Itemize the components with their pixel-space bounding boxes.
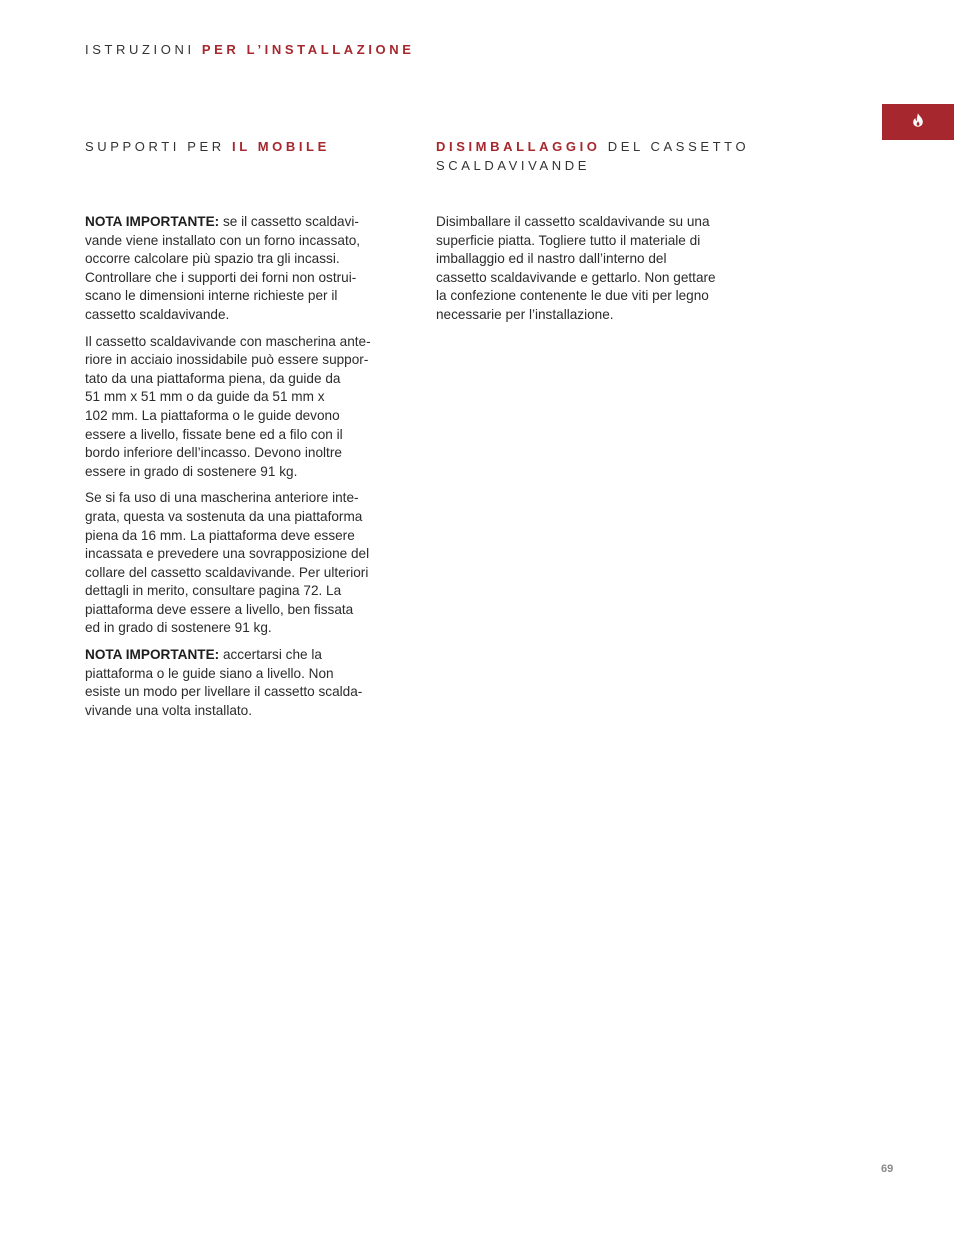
text-line: dettagli in merito, consultare pagina 72. La [85,583,342,599]
section-heading-disimballaggio [436,137,756,213]
text-line: occorre calcolare più spazio tra gli incassi. [85,251,340,267]
text-line: imballaggio ed il nastro dall’interno del [436,251,667,267]
running-header-prefix: ISTRUZIONI [85,42,195,57]
section-heading-rest: DEL CASSETTO [600,139,750,154]
text-line: se il cassetto scaldavi- [219,214,359,229]
note-label: NOTA IMPORTANTE: [85,214,220,229]
text-line: Disimballare il cassetto scaldavivande su una [436,214,710,229]
text-line: tato da una piattaforma piena, da guide da [85,370,341,386]
text-line: essere a livello, fissate bene ed a filo con il [85,426,343,442]
text-line: essere in grado di sostenere 91 kg. [85,463,298,479]
running-header-accent: PER L’INSTALLAZIONE [201,42,415,57]
section-heading-accent: IL MOBILE [231,139,330,154]
flame-icon [912,113,924,132]
text-line: collare del cassetto scaldavivande. Per ulteriori [85,564,369,580]
text-line: piattaforma o le guide siano a livello. Non [85,665,334,681]
text-line: scano le dimensioni interne richieste per il [85,288,338,304]
text-line: superficie piatta. Togliere tutto il materiale di [436,232,701,248]
text-line: incassata e prevedere una sovrapposizione del [85,546,370,562]
text-line: grata, questa va sostenuta da una piattaforma [85,508,363,524]
note-label: NOTA IMPORTANTE: [85,647,220,663]
text-line: vivande una volta installato. [85,702,253,718]
text-line: riore in acciaio inossidabile può essere suppor- [85,352,369,368]
text-line: piena da 16 mm. La piattaforma deve essere [85,527,355,543]
paragraph-integrated-front [85,489,405,638]
paragraph-note-2 [85,646,405,720]
left-column [85,137,405,728]
text-line: ed in grado di sostenere 91 kg. [85,620,272,636]
text-line: Controllare che i supporti dei forni non ostrui- [85,269,357,285]
running-header [85,42,415,57]
text-line: piattaforma deve essere a livello, ben fissata [85,601,354,617]
page-number: 69 [881,1163,894,1175]
text-line: 102 mm. La piattaforma o le guide devono [85,407,340,423]
paragraph-stainless-support [85,333,405,482]
text-line: Se si fa uso di una mascherina anteriore inte- [85,490,359,506]
right-column [436,137,756,333]
text-line: la confezione contenente le due viti per legno [436,288,709,304]
paragraph-note-1 [85,213,405,325]
text-line: 51 mm x 51 mm o da guide da 51 mm x [85,389,325,405]
text-line: accertarsi che la [219,647,322,663]
section-heading-prefix: SUPPORTI PER [85,139,225,154]
paragraph-unpacking [436,213,756,325]
text-line: Il cassetto scaldavivande con mascherina ante- [85,333,371,349]
text-line: cassetto scaldavivande e gettarlo. Non gettare [436,269,716,285]
text-line: esiste un modo per livellare il cassetto scalda- [85,684,363,700]
section-tab [882,104,954,140]
section-heading-supporti [85,137,405,213]
section-heading-accent: DISIMBALLAGGIO [436,139,601,154]
section-heading-line2: SCALDAVIVANDE [436,158,590,173]
text-line: necessarie per l’installazione. [436,306,614,322]
text-line: cassetto scaldavivande. [85,306,230,322]
text-line: bordo inferiore dell’incasso. Devono inoltre [85,445,342,461]
text-line: vande viene installato con un forno incassato, [85,232,361,248]
